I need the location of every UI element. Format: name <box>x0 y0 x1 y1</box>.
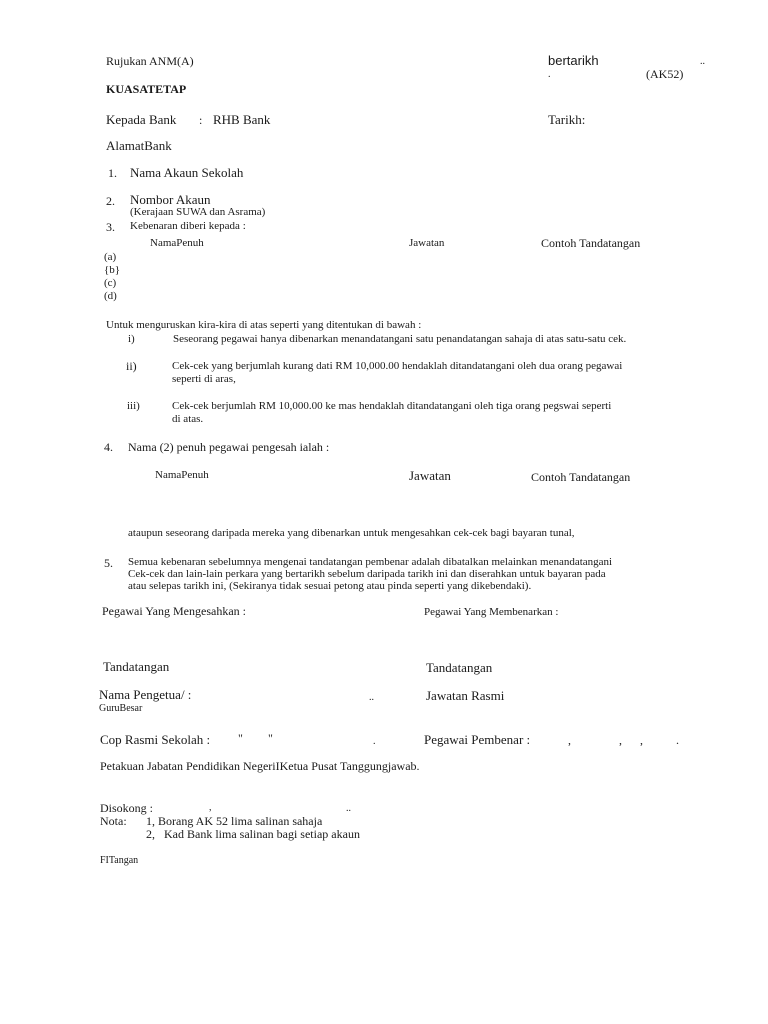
footer-code: FITangan <box>100 855 139 866</box>
approver-marks: , , , . <box>568 733 679 747</box>
rule-text: Cek-cek berjumlah RM 10,000.00 ke mas hendaklah ditandatangani oleh tiga orang pegswai seperti <box>172 400 612 412</box>
reference-number: Rujukan ANM(A) <box>106 54 194 68</box>
rule-number: ii) <box>126 359 137 373</box>
supported-by-label: Disokong : <box>100 801 154 815</box>
head-teacher-label: GuruBesar <box>99 703 143 714</box>
rules-intro: Untuk menguruskan kira-kira di atas seperti yang ditentukan di bawah : <box>106 319 422 331</box>
rule-number: iii) <box>127 400 140 412</box>
column-header-signature: Contoh Tandatangan <box>531 470 631 484</box>
item-number: 3. <box>106 220 115 234</box>
note-item: 1, Borang AK 52 lima salinan sahaja <box>146 814 323 828</box>
column-header-name: NamaPenuh <box>155 469 209 481</box>
row-label: (c) <box>104 277 117 289</box>
dots: .. <box>700 56 705 67</box>
dot: . <box>373 736 376 747</box>
form-code: (AK52) <box>646 67 684 81</box>
column-header-signature: Contoh Tandatangan <box>541 236 641 250</box>
bank-label: Kepada Bank <box>106 112 177 127</box>
comma: , <box>209 802 212 813</box>
quote-mark: " <box>238 731 243 745</box>
rule-text: di atas. <box>172 413 204 425</box>
rule-text: Seseorang pegawai hanya dibenarkan menandatangani satu penandatangan sahaja di atas satu-satu cek. <box>173 333 627 345</box>
column-header-name: NamaPenuh <box>150 237 204 249</box>
colon: : <box>199 113 203 127</box>
note-label: Nota: <box>100 814 127 828</box>
approving-officer-label: Pegawai Yang Membenarkan : <box>424 606 559 618</box>
department-endorsement: Petakuan Jabatan Pendidikan NegeriIKetua Pusat Tanggungjawab. <box>100 759 420 773</box>
verifier-note: ataupun seseorang daripada mereka yang dibenarkan untuk mengesahkan cek-cek bagi bayaran tunal, <box>128 527 575 539</box>
authorization-label: Kebenaran diberi kepada : <box>130 220 246 232</box>
signature-label: Tandatangan <box>103 659 170 674</box>
column-header-position: Jawatan <box>409 468 451 483</box>
tarikh-label: Tarikh: <box>548 112 586 127</box>
account-name-label: Nama Akaun Sekolah <box>130 165 244 180</box>
principal-name-label: Nama Pengetua/ : <box>99 687 192 702</box>
cancellation-text: atau selepas tarikh ini, (Sekiranya tidak sesuai petong atau pinda seperti yang dikebendaki). <box>128 580 532 592</box>
page-title: KUASATETAP <box>106 82 187 96</box>
note-item: 2, Kad Bank lima salinan bagi setiap akaun <box>146 827 360 841</box>
verifier-label: Nama (2) penuh pegawai pengesah ialah : <box>128 440 330 454</box>
row-label: (a) <box>104 251 117 263</box>
bank-name: RHB Bank <box>213 112 271 127</box>
item-number: 1. <box>108 166 117 180</box>
dots: .. <box>369 692 374 703</box>
rule-number: i) <box>128 333 135 345</box>
item-number: 2. <box>106 194 115 208</box>
item-number: 4. <box>104 440 113 454</box>
row-label: {b} <box>104 264 121 276</box>
account-number-label: Nombor Akaun <box>130 192 211 207</box>
signature-label: Tandatangan <box>426 660 493 675</box>
cancellation-text: Semua kebenaran sebelumnya mengenai tandatangan pembenar adalah dibatalkan melainkan menandatangani <box>128 556 613 568</box>
rule-text: seperti di aras, <box>172 373 236 385</box>
quote-mark: " <box>268 731 273 745</box>
date-label: bertarikh <box>548 53 599 68</box>
row-label: (d) <box>104 290 117 302</box>
rule-text: Cek-cek yang berjumlah kurang dati RM 10,000.00 hendaklah ditandatangani oleh dua orang pegawai <box>172 360 623 372</box>
dots: .. <box>346 803 351 814</box>
cancellation-text: Cek-cek dan lain-lain perkara yang bertarikh sebelum daripada tarikh ini dan diserahkan untuk bayaran pada <box>128 568 606 580</box>
verifying-officer-label: Pegawai Yang Mengesahkan : <box>102 604 246 618</box>
official-position-label: Jawatan Rasmi <box>426 688 505 703</box>
item-number: 5. <box>104 556 113 570</box>
account-number-note: (Kerajaan SUWA dan Asrama) <box>130 206 266 218</box>
bank-address-label: AlamatBank <box>106 138 172 153</box>
dot: . <box>548 69 551 80</box>
approver-label: Pegawai Pembenar : <box>424 732 531 747</box>
column-header-position: Jawatan <box>409 237 445 249</box>
school-stamp-label: Cop Rasmi Sekolah : <box>100 732 211 747</box>
